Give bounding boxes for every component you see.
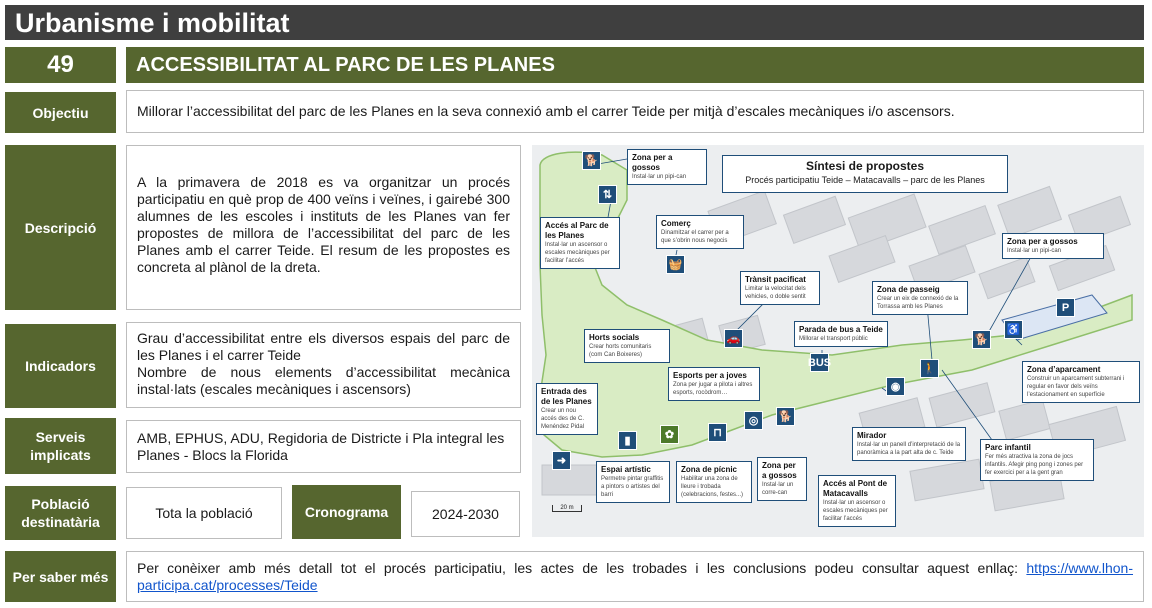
map-scale: 20 m <box>552 505 582 512</box>
wheelchair-icon: ♿ <box>1004 320 1023 339</box>
label-artistic: Espai artístic Permetre pintar graffitis a pintors o artistes del barri <box>596 461 670 503</box>
label-picnic: Zona de pícnic Habilitar una zona de lleure i trobada (celebracions, festes...) <box>676 461 752 503</box>
indicador-1: Grau d’accessibilitat entre els diversos espais del parc de les Planes i el carrer Teide <box>137 330 510 363</box>
label-mirador: Mirador Instal·lar un panell d’interpretació de la panoràmica a la part alta de c. Teide <box>852 427 966 461</box>
cronograma-value: 2024-2030 <box>411 491 520 537</box>
label-acces-parc: Accés al Parc de les Planes Instal·lar un ascensor o escales mecàniques per facilitar l’accés <box>540 217 620 269</box>
label-zona-gossos-3: Zona per a gossos Instal·lar un corre-can <box>757 457 807 501</box>
parking-icon: P <box>1056 298 1075 317</box>
picnic-table-icon: ⊓ <box>708 423 727 442</box>
label-comerc: Comerç Dinamitzar el carrer per a que s’obrin nous negocis <box>656 215 744 249</box>
cronograma-label: Cronograma <box>292 485 401 539</box>
elevator-icon: ⇅ <box>598 185 617 204</box>
camera-icon: ◉ <box>886 377 905 396</box>
persaber-box <box>126 551 1144 602</box>
indicadors-label: Indicadors <box>5 324 116 408</box>
plant-icon: ✿ <box>660 425 679 444</box>
map-subtitle: Procés participatiu Teide – Matacavalls – parc de les Planes <box>745 175 985 185</box>
bus-icon: BUS <box>810 353 829 372</box>
section-title: Urbanisme i mobilitat <box>15 8 290 38</box>
label-zona-gossos-1: Zona per a gossos Instal·lar un pipi-can <box>627 149 707 185</box>
spray-icon: ▮ <box>618 431 637 450</box>
descripcio-text: A la primavera de 2018 es va organitzar un procés participatiu en què prop de 400 veïns i veïnes, i gairebé 300 alumnes de les escoles i instituts de les Planes van fer propostes de millora de l’accessibilitat del parc de les Planes amb el carrer Teide. El resum de les propostes es concreta al plànol de la dreta. <box>126 145 521 310</box>
dog-icon: 🐕 <box>776 407 795 426</box>
indicadors-box <box>126 322 521 408</box>
exit-icon: ➜ <box>552 451 571 470</box>
basket-icon: 🧺 <box>666 255 685 274</box>
car-icon: 🚗 <box>724 329 743 348</box>
indicador-2: Nombre de nous elements d’accessibilitat mecànica instal·lats (escales mecàniques i ascensors) <box>137 364 510 397</box>
serveis-text: AMB, EPHUS, ADU, Regidoria de Districte i Pla integral les Planes - Blocs la Florida <box>126 420 521 473</box>
process-link[interactable]: https://www.lhon-participa.cat/processes/Teide <box>137 560 1133 593</box>
section-header <box>5 5 1144 40</box>
objectiu-text: Millorar l’accessibilitat del parc de les Planes en la seva connexió amb el carrer Teide per mitjà d’escales mecàniques i/o ascensors. <box>126 90 1144 133</box>
label-passeig: Zona de passeig Crear un eix de connexió de la Torrassa amb les Planes <box>872 281 968 315</box>
persaber-text: Per conèixer amb més detall tot el procés participatiu, les actes de les trobades i les conclusions podeu consultar aquest enllaç: <box>137 560 1019 576</box>
serveis-label: Serveis implicats <box>5 418 116 474</box>
map-title: Síntesi de propostes <box>805 159 925 173</box>
poblacio-value: Tota la població <box>126 487 282 539</box>
persaber-label: Per saber més <box>5 551 116 602</box>
label-bus: Parada de bus a Teide Millorar el transport públic <box>794 321 888 347</box>
tennis-icon: ◎ <box>744 411 763 430</box>
dog-icon: 🐕 <box>972 330 991 349</box>
label-esports: Esports per a joves Zona per jugar a pilota i altres esports, rocòdrom… <box>668 367 760 401</box>
proposals-map <box>532 145 1144 537</box>
fiche-title: ACCESSIBILITAT AL PARC DE LES PLANES <box>126 47 1144 83</box>
map-title-box <box>722 155 1008 193</box>
label-aparcament: Zona d’aparcament Construir un aparcament subterrani i regular en favor dels veïns l’estacionament en superfície <box>1022 361 1140 403</box>
label-horts: Horts socials Crear horts comunitaris (com Can Boixeres) <box>584 329 670 363</box>
pedestrian-icon: 🚶 <box>920 359 939 378</box>
label-parc-infantil: Parc infantil Fer més atractiva la zona de jocs infantils. Afegir ping pong i zones per fer exercici per a la gent gran <box>980 439 1094 481</box>
label-entrada: Entrada des de les Planes Crear un nou accés des de C. Menéndez Pidal <box>536 383 598 435</box>
dog-icon: 🐕 <box>582 151 601 170</box>
label-transit: Trànsit pacificat Limitar la velocitat dels vehicles, o doble sentit <box>740 271 820 305</box>
objectiu-label: Objectiu <box>5 92 116 133</box>
descripcio-label: Descripció <box>5 145 116 310</box>
fiche-number: 49 <box>5 47 116 83</box>
poblacio-label: Població destinatària <box>5 486 116 540</box>
label-zona-gossos-2: Zona per a gossos Instal·lar un pipi-can <box>1002 233 1104 259</box>
label-acces-pont: Accés al Pont de Matacavalls Instal·lar un ascensor o escales mecàniques per facilitar l’accés <box>818 475 896 527</box>
